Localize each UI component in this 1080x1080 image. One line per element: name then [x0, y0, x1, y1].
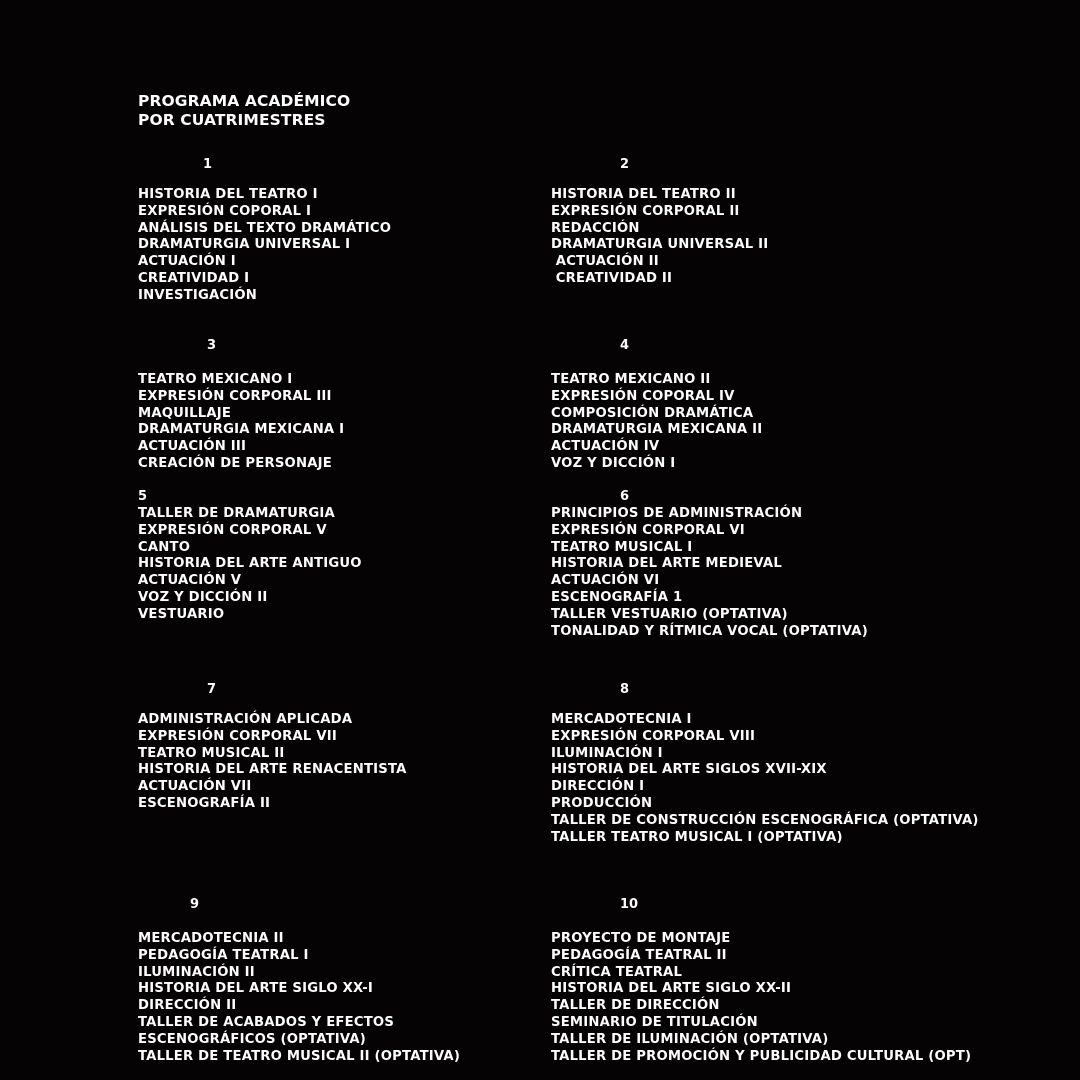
course-item: REDACCIÓN [551, 220, 640, 236]
course-item: EXPRESIÓN CORPORAL VII [138, 728, 337, 744]
semester-number: 2 [620, 157, 630, 172]
course-item: EXPRESIÓN CORPORAL III [138, 388, 332, 404]
course-list [138, 506, 362, 624]
course-item: TEATRO MEXICANO II [551, 372, 711, 387]
course-item: HISTORIA DEL ARTE SIGLOS XVII-XIX [551, 762, 827, 778]
course-item: CRÍTICA TEATRAL [551, 964, 683, 980]
course-item: CANTO [138, 539, 191, 555]
course-item: DIRECCIÓN II [138, 998, 237, 1014]
course-item: TEATRO MUSICAL I [551, 539, 693, 555]
semester-number: 3 [207, 338, 217, 353]
course-item: HISTORIA DEL TEATRO I [138, 187, 318, 202]
course-item: EXPRESIÓN CORPORAL V [138, 522, 327, 538]
course-item: SEMINARIO DE TITULACIÓN [551, 1014, 758, 1030]
course-item: DRAMATURGIA UNIVERSAL II [551, 237, 769, 253]
course-item: VOZ Y DICCIÓN I [551, 455, 676, 471]
semester-number: 10 [620, 897, 639, 912]
course-list [138, 372, 344, 473]
page-title-line-1: PROGRAMA ACADÉMICO [138, 92, 351, 110]
course-item: EXPRESIÓN CORPORAL II [551, 203, 740, 219]
semester-number: 5 [138, 489, 148, 504]
course-item: TEATRO MEXICANO I [138, 372, 293, 387]
course-item: TONALIDAD Y RÍTMICA VOCAL (OPTATIVA) [551, 623, 868, 639]
semester-number: 6 [620, 489, 630, 504]
course-item: TEATRO MUSICAL II [138, 745, 285, 761]
course-item: TALLER TEATRO MUSICAL I (OPTATIVA) [551, 829, 843, 845]
course-list [138, 712, 407, 813]
course-item: CREATIVIDAD I [138, 270, 250, 286]
course-item: TALLER DE CONSTRUCCIÓN ESCENOGRÁFICA (OPTATIVA) [551, 812, 979, 828]
course-item: MERCADOTECNIA II [138, 931, 284, 946]
course-item: COMPOSICIÓN DRAMÁTICA [551, 405, 754, 421]
course-item: HISTORIA DEL ARTE SIGLO XX-II [551, 981, 792, 997]
course-item: EXPRESIÓN COPORAL IV [551, 388, 735, 404]
course-item: ACTUACIÓN II [551, 254, 659, 270]
course-item: ACTUACIÓN IV [551, 439, 660, 455]
course-item: TALLER VESTUARIO (OPTATIVA) [551, 606, 788, 622]
course-item: CREACIÓN DE PERSONAJE [138, 455, 332, 471]
course-item: INVESTIGACIÓN [138, 287, 258, 303]
course-item: VESTUARIO [138, 606, 225, 622]
course-item: ADMINISTRACIÓN APLICADA [138, 712, 353, 727]
page-title-line-2: POR CUATRIMESTRES [138, 111, 326, 129]
course-list [551, 506, 868, 640]
course-item: ACTUACIÓN VI [551, 573, 660, 589]
course-item: HISTORIA DEL ARTE MEDIEVAL [551, 556, 782, 572]
course-item: HISTORIA DEL ARTE SIGLO XX-I [138, 981, 374, 997]
page-title [138, 92, 350, 130]
course-item: VOZ Y DICCIÓN II [138, 589, 268, 605]
course-item: ESCENOGRAFÍA II [138, 795, 271, 811]
semester-number: 7 [207, 682, 217, 697]
course-item: EXPRESIÓN COPORAL I [138, 203, 312, 219]
semester-number: 8 [620, 682, 630, 697]
course-item: ILUMINACIÓN II [138, 964, 255, 980]
course-item: MERCADOTECNIA I [551, 712, 692, 727]
course-item: DRAMATURGIA UNIVERSAL I [138, 237, 351, 253]
course-item: PEDAGOGÍA TEATRAL II [551, 947, 727, 963]
course-item: TALLER DE DIRECCIÓN [551, 998, 720, 1014]
semester-number: 4 [620, 338, 630, 353]
course-item: DRAMATURGIA MEXICANA II [551, 422, 763, 438]
course-item: DRAMATURGIA MEXICANA I [138, 422, 345, 438]
course-list [551, 931, 971, 1065]
semester-number: 1 [203, 157, 213, 172]
course-item: PRODUCCIÓN [551, 795, 653, 811]
semester-number: 9 [190, 897, 200, 912]
course-list [138, 931, 460, 1065]
course-item: TALLER DE ILUMINACIÓN (OPTATIVA) [551, 1031, 829, 1047]
course-item: ILUMINACIÓN I [551, 745, 663, 761]
course-item: TALLER DE DRAMATURGIA [138, 506, 335, 521]
course-item: MAQUILLAJE [138, 405, 232, 421]
course-item: ACTUACIÓN I [138, 254, 236, 270]
course-item: ESCENOGRAFÍA 1 [551, 589, 683, 605]
course-list [138, 187, 391, 305]
course-item: ACTUACIÓN V [138, 573, 242, 589]
course-item: EXPRESIÓN CORPORAL VIII [551, 728, 756, 744]
course-item: ACTUACIÓN VII [138, 779, 252, 795]
course-item: ANÁLISIS DEL TEXTO DRAMÁTICO [138, 220, 392, 236]
course-item: PEDAGOGÍA TEATRAL I [138, 947, 309, 963]
course-item: HISTORIA DEL TEATRO II [551, 187, 736, 202]
course-list [551, 712, 979, 846]
course-item: CREATIVIDAD II [551, 270, 673, 286]
course-item: PRINCIPIOS DE ADMINISTRACIÓN [551, 506, 803, 521]
course-item: EXPRESIÓN CORPORAL VI [551, 522, 745, 538]
course-list [551, 187, 768, 288]
course-item: HISTORIA DEL ARTE ANTIGUO [138, 556, 362, 572]
course-item: ESCENOGRÁFICOS (OPTATIVA) [138, 1031, 367, 1047]
course-item: TALLER DE ACABADOS Y EFECTOS [138, 1014, 395, 1030]
course-item: ACTUACIÓN III [138, 439, 247, 455]
course-item: PROYECTO DE MONTAJE [551, 931, 731, 946]
course-item: DIRECCIÓN I [551, 779, 645, 795]
course-item: TALLER DE TEATRO MUSICAL II (OPTATIVA) [138, 1048, 461, 1064]
course-item: TALLER DE PROMOCIÓN Y PUBLICIDAD CULTURAL (OPT) [551, 1048, 972, 1064]
course-item: HISTORIA DEL ARTE RENACENTISTA [138, 762, 407, 778]
course-list [551, 372, 762, 473]
